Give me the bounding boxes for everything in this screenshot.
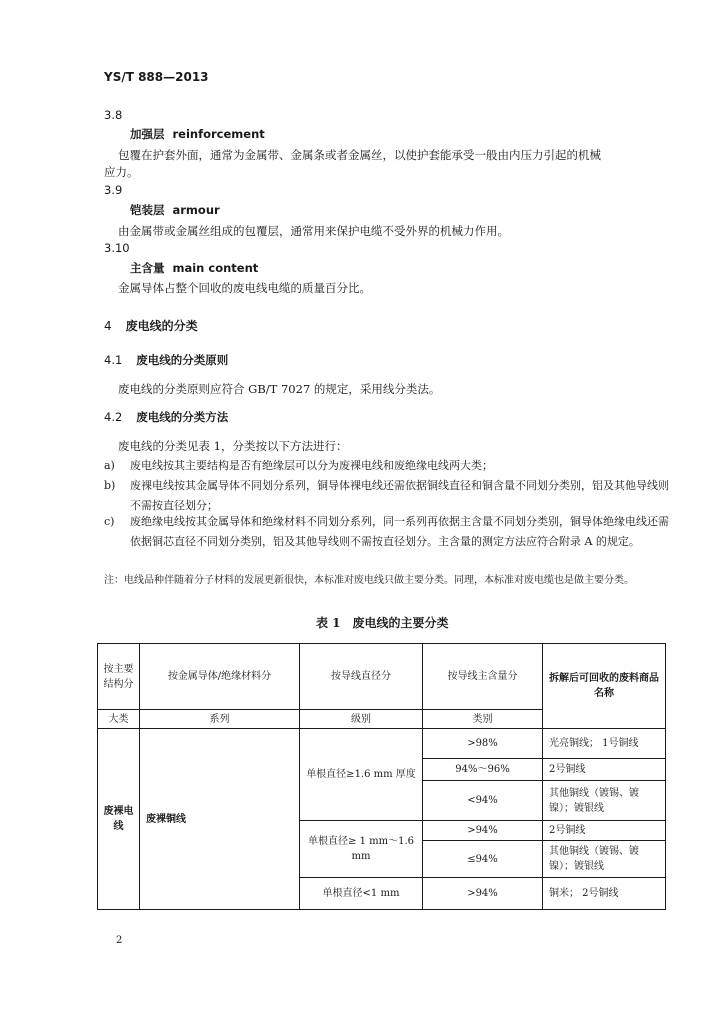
subsection-number: 4.1	[104, 353, 123, 367]
table-header-cell: 按金属导体/绝缘材料分	[140, 644, 300, 710]
table-header-cell: 按主要结构分	[98, 644, 140, 710]
subsection-intro: 废电线的分类见表 1，分类按以下方法进行：	[118, 439, 348, 453]
major-class-cell: 废裸电线	[98, 729, 140, 910]
table-subheader-cell: 大类	[98, 710, 140, 729]
table-header-cell: 按导线直径分	[300, 644, 423, 710]
product-name-cell: 其他铜线（镀锡、镀镍）；镀银线	[543, 841, 666, 878]
table-header-row	[98, 644, 666, 710]
content-cell: >98%	[423, 729, 543, 759]
subsection-heading	[104, 352, 228, 368]
term-zh: 主含量	[130, 261, 165, 275]
table-subheader-cell: 类别	[423, 710, 543, 729]
term-heading	[130, 126, 265, 142]
list-label: c)	[104, 515, 115, 528]
product-name-cell: 光亮铜线； 1号铜线	[543, 729, 666, 759]
grade-cell: 单根直径≥ 1 mm～1.6 mm	[300, 821, 423, 878]
content-cell: ≤94%	[423, 841, 543, 878]
product-name-cell: 2号铜线	[543, 821, 666, 841]
list-label: b)	[104, 479, 116, 492]
page-number: 2	[116, 935, 123, 946]
list-text: 废电线按其主要结构是否有绝缘层可以分为废裸电线和废绝缘电线两大类；	[130, 459, 493, 472]
product-name-cell: 2号铜线	[543, 759, 666, 781]
content-cell: >94%	[423, 821, 543, 841]
table-caption: 表 1 废电线的主要分类	[316, 616, 449, 630]
content-cell: >94%	[423, 878, 543, 910]
term-en: reinforcement	[172, 127, 265, 141]
list-item	[104, 456, 670, 476]
term-en: armour	[172, 203, 220, 217]
product-name-cell: 其他铜线（镀锡、镀镍）；镀银线	[543, 781, 666, 821]
term-en: main content	[172, 261, 259, 275]
list-text: 废裸电线按其金属导体不同划分系列，铜导体裸电线还需依据铜线直径和铜含量不同划分类别，铝及其他导线则不需按直径划分；	[130, 479, 669, 512]
list-label: a)	[104, 459, 115, 472]
section-heading	[104, 317, 198, 334]
subsection-text: 废电线的分类原则应符合 GB/T 7027 的规定，采用线分类法。	[118, 382, 441, 396]
list-item	[104, 512, 670, 572]
table-subheader-cell: 级别	[300, 710, 423, 729]
subsection-number: 4.2	[104, 410, 123, 424]
standard-code: YS/T 888—2013	[104, 70, 209, 84]
note: 注：电线品种伴随着分子材料的发展更新很快，本标准对废电线只做主要分类。同理，本标准对废电缆也是做主要分类。	[104, 575, 634, 586]
section-number: 4	[104, 319, 112, 333]
classification-table	[97, 643, 666, 910]
term-heading	[130, 260, 258, 276]
table-header-cell: 拆解后可回收的废料商品名称	[543, 644, 666, 729]
product-name-cell: 铜米； 2号铜线	[543, 878, 666, 910]
content-cell: <94%	[423, 781, 543, 821]
series-cell: 废裸铜线	[140, 729, 300, 910]
list-text: 废绝缘电线按其金属导体和绝缘材料不同划分系列，同一系列再依据主含量不同划分类别，铜导体绝缘电线还需依据铜芯直径不同划分类别，铝及其他导线则不需按直径划分。主含量的测定方法应符合附录 A 的规定。	[130, 515, 669, 548]
section-title: 废电线的分类	[125, 319, 198, 333]
table-header-cell: 按导线主含量分	[423, 644, 543, 710]
term-definition: 金属导体占整个回收的废电线电缆的质量百分比。	[118, 281, 371, 295]
list-item	[104, 476, 670, 516]
subsection-heading	[104, 409, 228, 425]
term-zh: 铠装层	[130, 203, 165, 217]
grade-cell: 单根直径≥1.6 mm 厚度	[300, 729, 423, 821]
subsection-title: 废电线的分类方法	[136, 410, 229, 424]
clause-number: 3.10	[104, 241, 130, 255]
term-heading	[130, 202, 220, 218]
content-cell: 94%～96%	[423, 759, 543, 781]
term-definition-cont: 应力。	[104, 165, 139, 179]
term-definition: 由金属带或金属丝组成的包覆层，通常用来保护电缆不受外界的机械力作用。	[118, 224, 509, 238]
table-subheader-cell: 系列	[140, 710, 300, 729]
table-row	[98, 729, 666, 759]
subsection-title: 废电线的分类原则	[136, 353, 229, 367]
grade-cell: 单根直径<1 mm	[300, 878, 423, 910]
clause-number: 3.8	[104, 108, 123, 122]
term-zh: 加强层	[130, 127, 165, 141]
clause-number: 3.9	[104, 183, 123, 197]
term-definition: 包覆在护套外面，通常为金属带、金属条或者金属丝，以使护套能承受一般由内压力引起的机械	[118, 148, 601, 162]
